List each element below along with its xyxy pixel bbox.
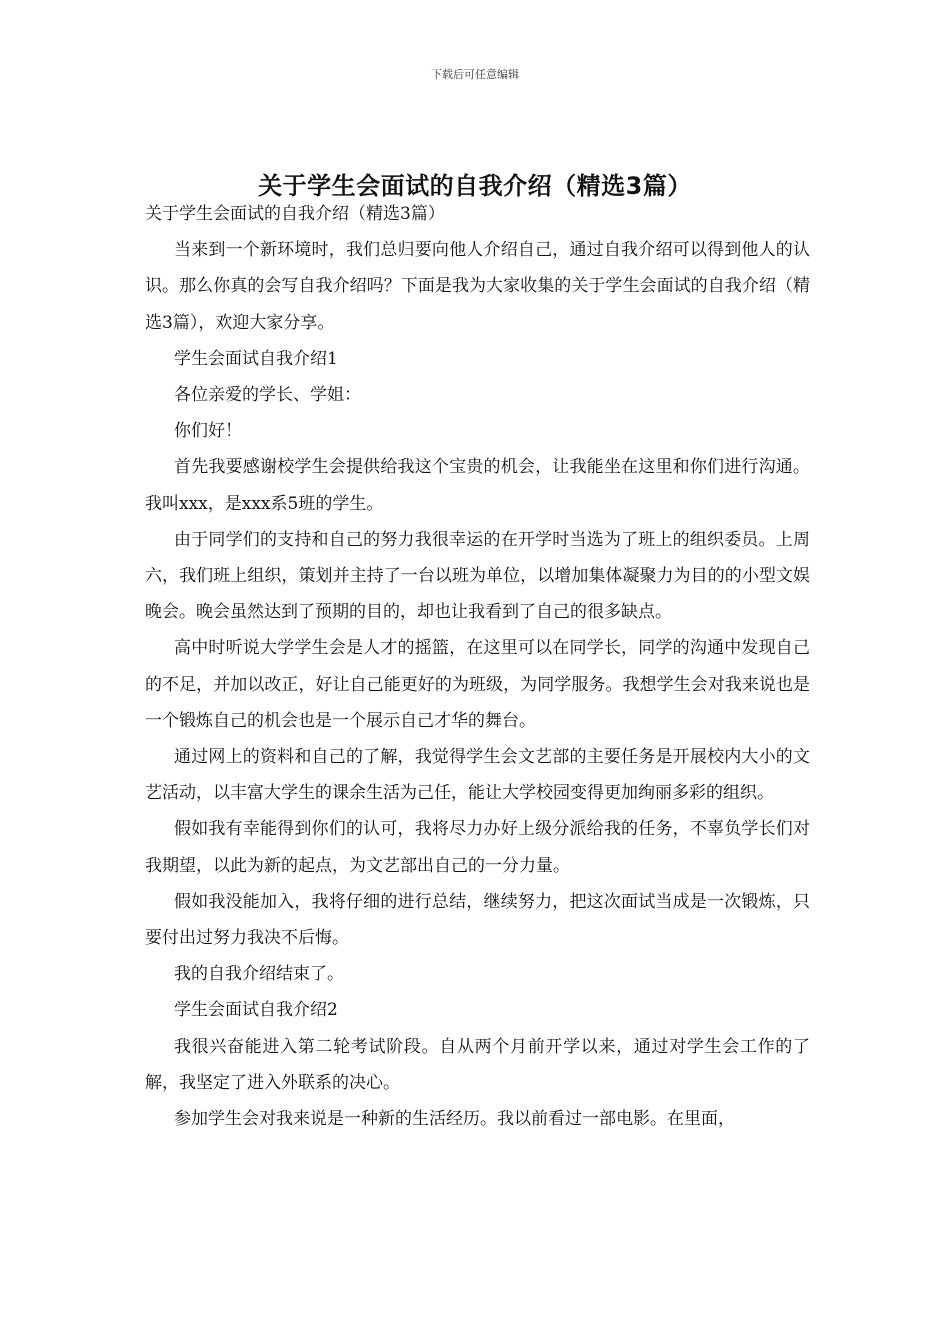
paragraph-intro: 当来到一个新环境时，我们总归要向他人介绍自己，通过自我介绍可以得到他人的认识。那么你真的会写自我介绍吗？下面是我为大家收集的关于学生会面试的自我介绍（精选3篇），欢迎大家分享。	[145, 240, 810, 333]
paragraph: 我很兴奋能进入第二轮考试阶段。自从两个月前开学以来，通过对学生会工作的了解，我坚定了进入外联系的决心。	[145, 1036, 810, 1093]
paragraph: 通过网上的资料和自己的了解，我觉得学生会文艺部的主要任务是开展校内大小的文艺活动，以丰富大学生的课余生活为己任，能让大学校园变得更加绚丽多彩的组织。	[145, 747, 810, 804]
paragraph: 高中时听说大学学生会是人才的摇篮，在这里可以在同学长，同学的沟通中发现自己的不足，并加以改正，好让自己能更好的为班级，为同学服务。我想学生会对我来说也是一个锻炼自己的机会也是一个展示自己才华的舞台。	[145, 638, 810, 731]
paragraph-greeting: 你们好！	[174, 421, 242, 442]
paragraph-subtitle: 关于学生会面试的自我介绍（精选3篇）	[145, 204, 445, 224]
header-note: 下载后可任意编辑	[431, 68, 519, 81]
paragraph: 假如我有幸能得到你们的认可，我将尽力办好上级分派给我的任务，不辜负学长们对我期望，以此为新的起点，为文艺部出自己的一分力量。	[145, 819, 810, 876]
paragraph: 参加学生会对我来说是一种新的生活经历。我以前看过一部电影。在里面，	[174, 1109, 735, 1130]
document-body	[145, 196, 810, 1137]
paragraph-closing: 我的自我介绍结束了。	[174, 964, 344, 985]
section-heading-2: 学生会面试自我介绍2	[174, 1000, 338, 1021]
paragraph: 首先我要感谢校学生会提供给我这个宝贵的机会，让我能坐在这里和你们进行沟通。我叫xxx，是xxx系5班的学生。	[145, 457, 810, 514]
paragraph: 由于同学们的支持和自己的努力我很幸运的在开学时当选为了班上的组织委员。上周六，我们班上组织，策划并主持了一台以班为单位，以增加集体凝聚力为目的的小型文娱晚会。晚会虽然达到了预期的目的，却也让我看到了自己的很多缺点。	[145, 529, 810, 623]
paragraph-salutation: 各位亲爱的学长、学姐：	[174, 385, 361, 406]
paragraph: 假如我没能加入，我将仔细的进行总结，继续努力，把这次面试当成是一次锻炼，只要付出过努力我决不后悔。	[145, 891, 810, 949]
document-title: 关于学生会面试的自我介绍（精选3篇）	[258, 172, 692, 201]
section-heading-1: 学生会面试自我介绍1	[174, 348, 338, 369]
